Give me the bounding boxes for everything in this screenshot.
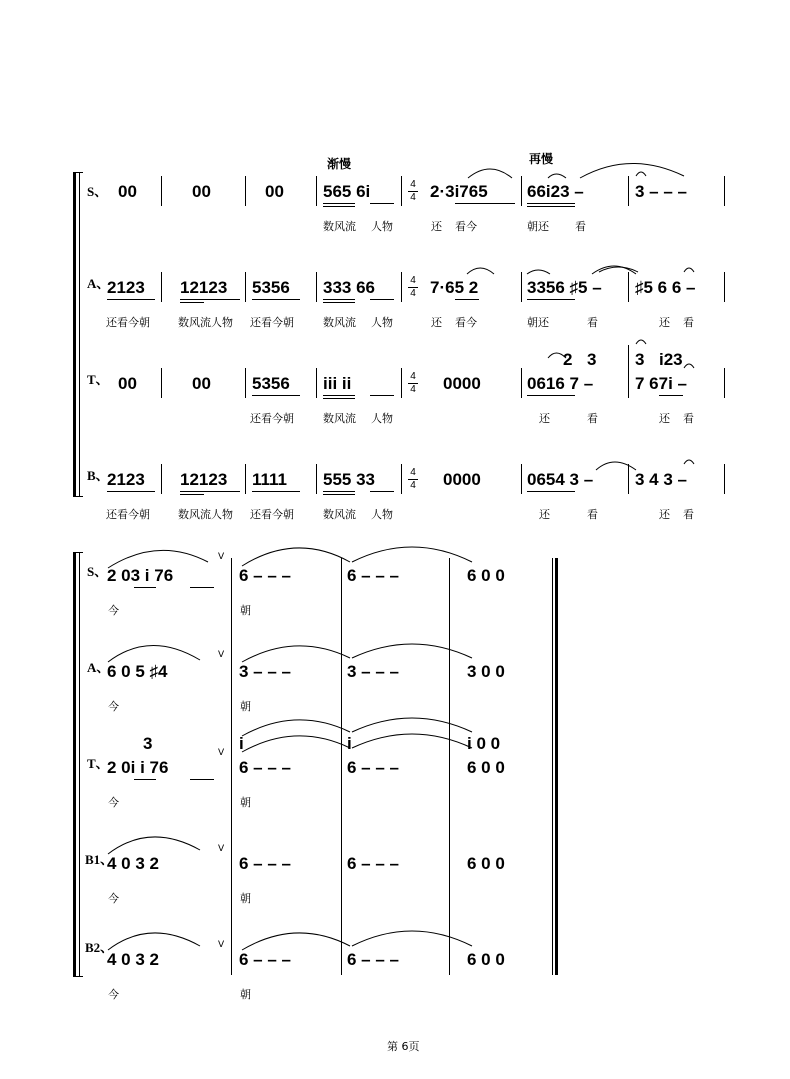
upper-note: i	[347, 734, 352, 753]
measure: 3 – – –	[635, 182, 687, 201]
measure: 00	[265, 182, 284, 201]
time-sig-bottom: 4	[410, 384, 416, 395]
lyric: 朝	[240, 700, 251, 713]
measure: 6 – – –	[239, 950, 291, 969]
lyric: 数风流	[323, 220, 356, 233]
lyric: 看	[683, 508, 694, 521]
time-sig-top: 4	[410, 179, 416, 190]
lyric: 人物	[371, 220, 393, 233]
breath-mark: V	[218, 552, 225, 562]
part-label-bass: B、	[87, 468, 109, 483]
measure: 6 – – –	[347, 758, 399, 777]
time-sig-bottom: 4	[410, 288, 416, 299]
lyric: 还看今朝	[250, 316, 294, 329]
measure: 12123	[180, 278, 228, 297]
measure: 6 – – –	[347, 566, 399, 585]
measure: 0654 3 –	[527, 470, 594, 489]
measure: 6 – – –	[239, 566, 291, 585]
lyric: 今	[108, 796, 119, 809]
measure: 2 0i i 76	[107, 758, 169, 777]
measure: 6 – – –	[347, 950, 399, 969]
lyric: 看	[683, 316, 694, 329]
lyric: 人物	[371, 316, 393, 329]
measure: 3 4 3 –	[635, 470, 687, 489]
measure: 4 0 3 2	[107, 854, 159, 873]
measure: 6 0 0	[467, 566, 505, 585]
part-label-tenor: T、	[87, 756, 109, 771]
measure: 6 0 0	[467, 854, 505, 873]
upper-note: 3	[587, 350, 597, 369]
lyric: 朝	[240, 988, 251, 1001]
page-number: 第 6页	[387, 1040, 420, 1053]
measure: 6 0 5 ♯4	[107, 662, 168, 681]
upper-note: 3	[635, 350, 645, 369]
measure: 00	[118, 374, 137, 393]
time-sig-top: 4	[410, 275, 416, 286]
measure: 00	[192, 374, 211, 393]
measure: 0000	[443, 374, 481, 393]
measure: 5356	[252, 374, 290, 393]
lyric: 朝还	[527, 220, 549, 233]
upper-note: i 0 0	[467, 734, 501, 753]
lyric: 数风流	[323, 412, 356, 425]
lyric: 还看今朝	[250, 508, 294, 521]
measure: 7 67i –	[635, 374, 687, 393]
measure: 00	[192, 182, 211, 201]
measure: 3 0 0	[467, 662, 505, 681]
breath-mark: V	[218, 940, 225, 950]
measure: 12123	[180, 470, 228, 489]
lyric: 看	[587, 316, 598, 329]
measure: 5356	[252, 278, 290, 297]
measure: 6 0 0	[467, 950, 505, 969]
measure: 2·3i765	[430, 182, 488, 201]
lyric: 数风流	[323, 508, 356, 521]
upper-note: 2	[563, 350, 573, 369]
lyric: 数风流人物	[178, 508, 233, 521]
measure: 2123	[107, 278, 145, 297]
lyric: 今	[108, 892, 119, 905]
lyric: 还	[539, 508, 550, 521]
measure: 6 – – –	[239, 758, 291, 777]
lyric: 还	[431, 220, 442, 233]
slur-overlay	[0, 540, 790, 1000]
lyric: 看	[587, 508, 598, 521]
lyric: 今	[108, 604, 119, 617]
measure: 3356 ♯5 –	[527, 278, 602, 297]
part-label-alto: A、	[87, 276, 110, 291]
lyric: 数风流人物	[178, 316, 233, 329]
lyric: 看	[587, 412, 598, 425]
lyric: 还看今朝	[106, 508, 150, 521]
part-label-soprano: S、	[87, 564, 108, 579]
measure: ♯5 6 6 –	[635, 278, 696, 297]
lyric: 还	[539, 412, 550, 425]
lyric: 看	[575, 220, 586, 233]
lyric: 还	[659, 412, 670, 425]
breath-mark: V	[218, 844, 225, 854]
measure: 333 66	[323, 278, 375, 297]
measure: 3 – – –	[347, 662, 399, 681]
measure: 6 – – –	[347, 854, 399, 873]
breath-mark: V	[218, 748, 225, 758]
measure: 00	[118, 182, 137, 201]
lyric: 数风流	[323, 316, 356, 329]
measure: 7·65 2	[430, 278, 479, 297]
breath-mark: V	[218, 650, 225, 660]
measure: 2 03 i 76	[107, 566, 174, 585]
part-label-tenor: T、	[87, 372, 109, 387]
measure: iii ii	[323, 374, 352, 393]
measure: 0616 7 –	[527, 374, 594, 393]
part-label-soprano: S、	[87, 184, 108, 199]
measure: 3 – – –	[239, 662, 291, 681]
upper-note: i23	[659, 350, 683, 369]
measure: 2123	[107, 470, 145, 489]
measure: 565 6i	[323, 182, 371, 201]
part-label-bass-1: B1、	[85, 852, 114, 867]
lyric: 还看今朝	[250, 412, 294, 425]
lyric: 还	[659, 316, 670, 329]
time-sig-top: 4	[410, 467, 416, 478]
part-label-alto: A、	[87, 660, 110, 675]
lyric: 看今	[455, 316, 477, 329]
lyric: 朝	[240, 604, 251, 617]
tempo-mark-ritardando: 渐慢	[327, 157, 352, 171]
measure: 0000	[443, 470, 481, 489]
measure: 6 0 0	[467, 758, 505, 777]
lyric: 人物	[371, 412, 393, 425]
lyric: 还	[431, 316, 442, 329]
lyric: 朝还	[527, 316, 549, 329]
upper-note: 3	[143, 734, 153, 753]
measure: 66i23 –	[527, 182, 584, 201]
measure: 4 0 3 2	[107, 950, 159, 969]
upper-note: i	[239, 734, 244, 753]
lyric: 看今	[455, 220, 477, 233]
lyric: 今	[108, 700, 119, 713]
measure: 6 – – –	[239, 854, 291, 873]
tempo-mark-slower: 再慢	[529, 152, 554, 166]
measure: 1111	[252, 470, 288, 489]
measure: 555 33	[323, 470, 375, 489]
lyric: 朝	[240, 796, 251, 809]
lyric: 今	[108, 988, 119, 1001]
lyric: 人物	[371, 508, 393, 521]
lyric: 朝	[240, 892, 251, 905]
lyric: 还看今朝	[106, 316, 150, 329]
part-label-bass-2: B2、	[85, 940, 114, 955]
time-sig-bottom: 4	[410, 480, 416, 491]
lyric: 看	[683, 412, 694, 425]
time-sig-top: 4	[410, 371, 416, 382]
lyric: 还	[659, 508, 670, 521]
time-sig-bottom: 4	[410, 192, 416, 203]
